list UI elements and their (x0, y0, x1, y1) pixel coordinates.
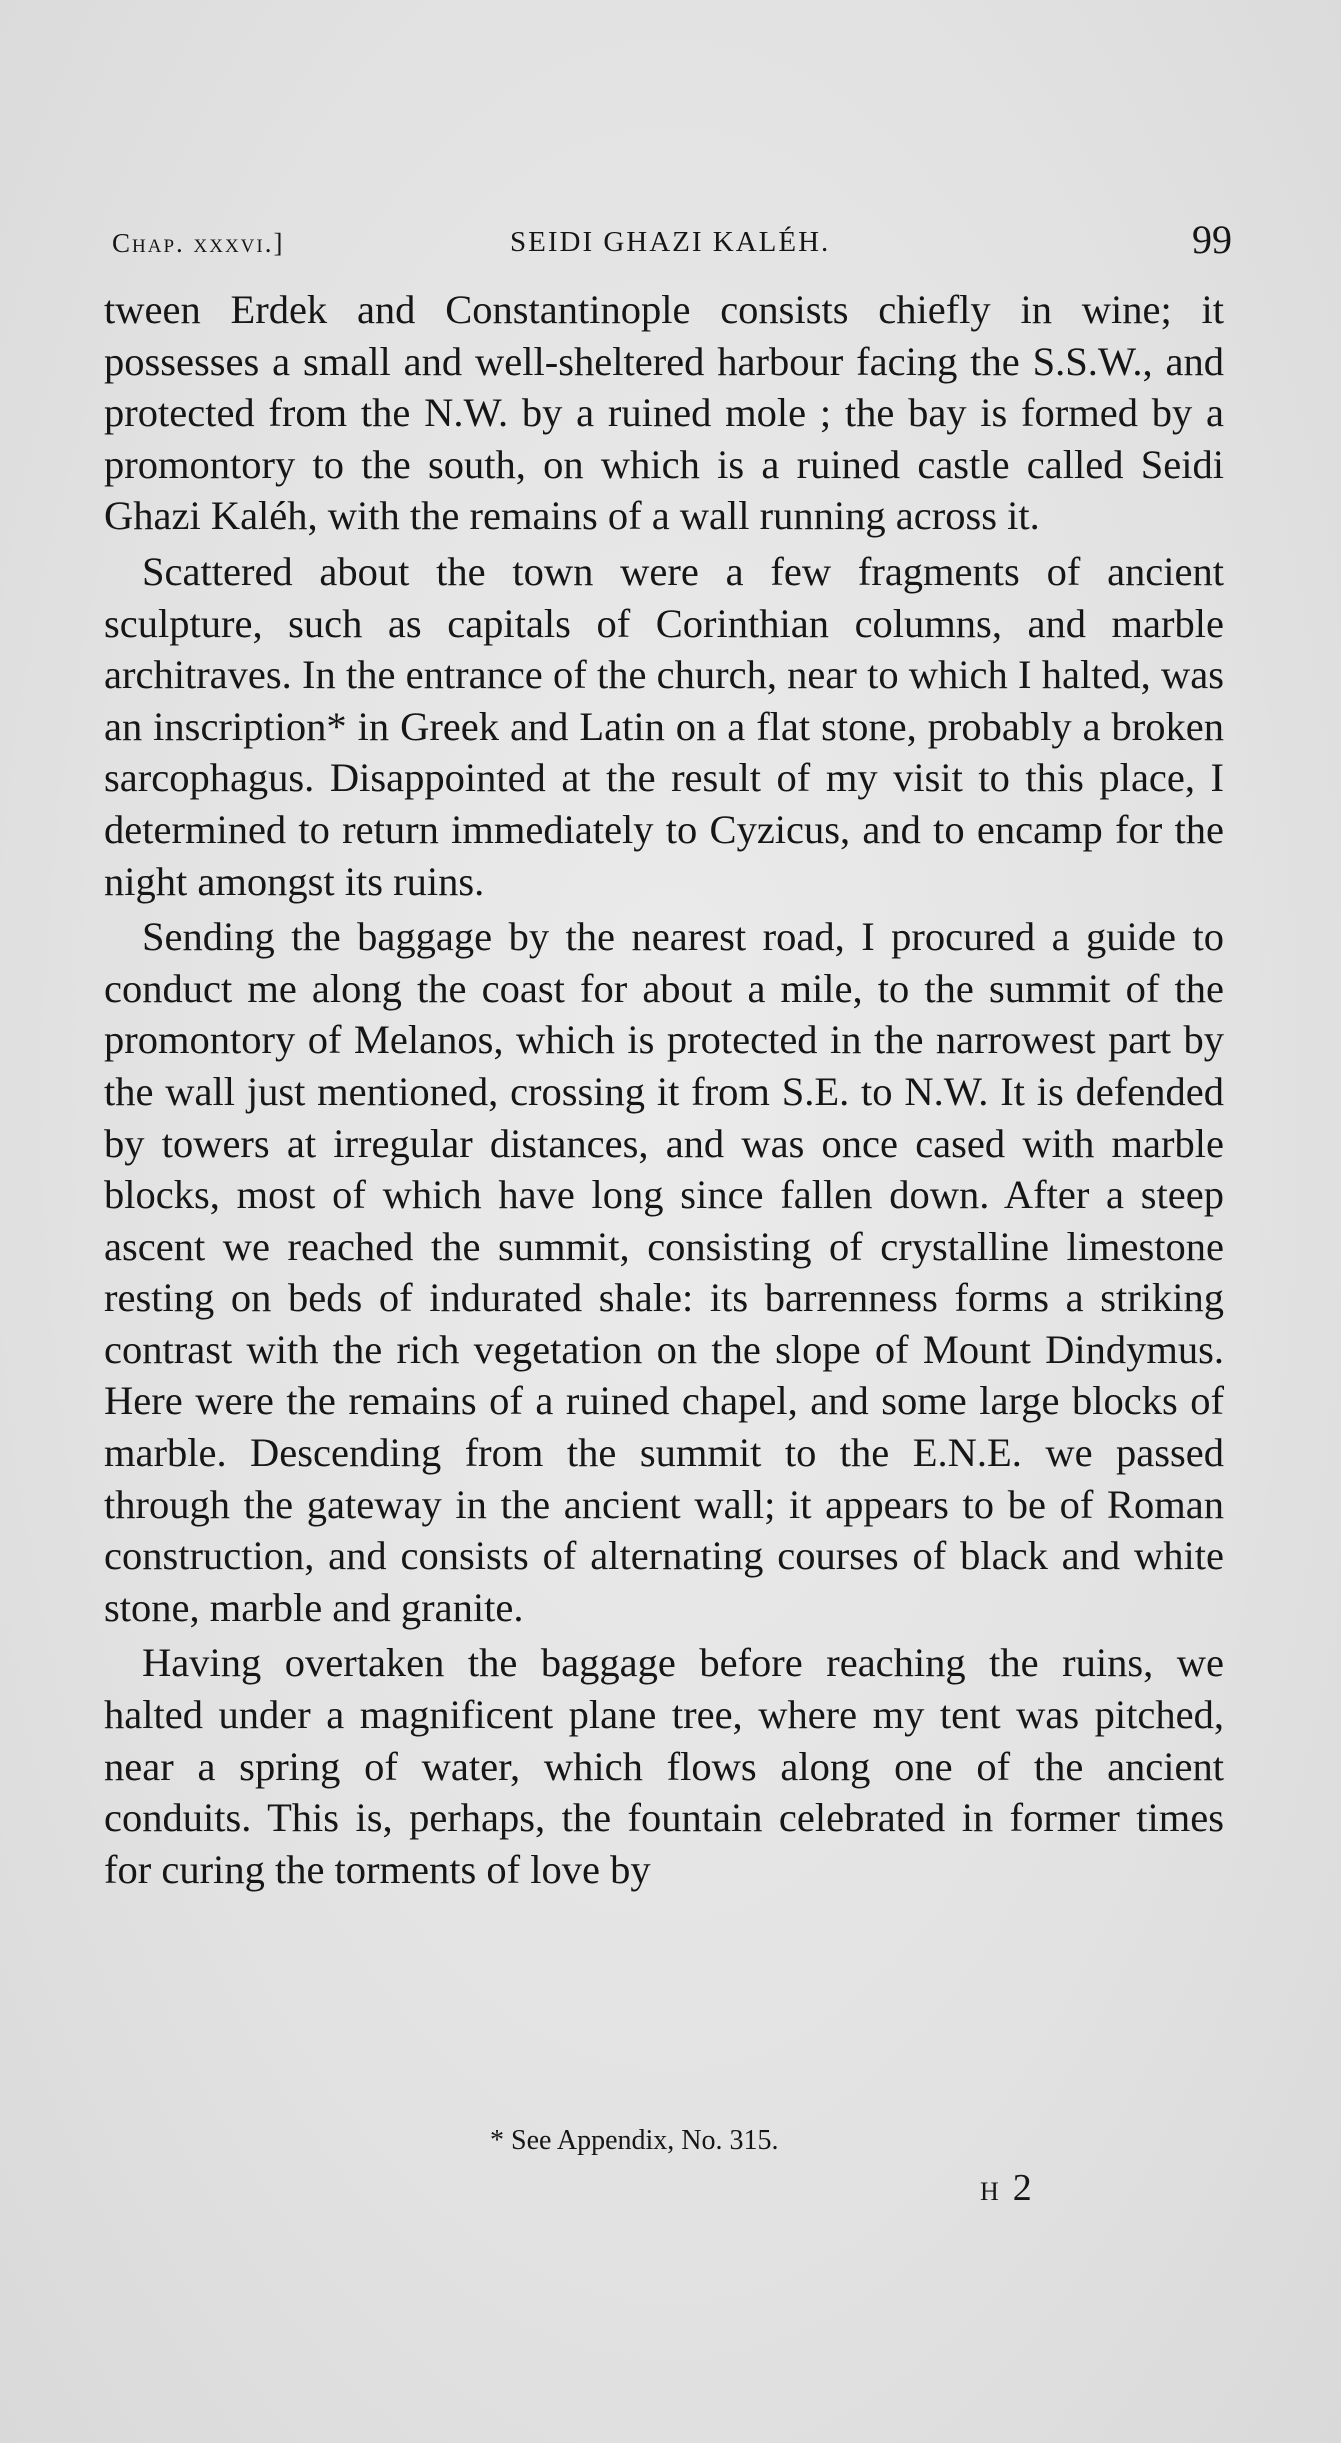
footnote: * See Appendix, No. 315. (490, 2125, 779, 2156)
signature-letter: H (980, 2177, 1001, 2206)
paragraph: tween Erdek and Constantinople consists chiefly in wine; it possesses a small and well-sheltered harbour facing the S.S.W., and protected from the N.W. by a ruined mole ; the bay is formed by a promontory to the south, on which is a ruined castle called Seidi Ghazi Kaléh, with the remains of a wall running across it. (104, 287, 1224, 539)
signature-mark (980, 2166, 1032, 2210)
running-title: SEIDI GHAZI KALÉH. (510, 226, 831, 258)
page-number: 99 (1192, 217, 1232, 262)
signature-number: 2 (1012, 2167, 1032, 2209)
body-text (104, 284, 1224, 1895)
paragraph: Sending the baggage by the nearest road, I procured a guide to conduct me along the coast for about a mile, to the summit of the promontory of Melanos, which is protected in the narrowest part by the wall just mentioned, crossing it from S.E. to N.W. It is defended by towers at irregular distances, and was once cased with marble blocks, most of which have long since fallen down. After a steep ascent we reached the summit, consisting of crystalline limestone resting on beds of indurated shale: its barrenness forms a striking contrast with the rich vegetation on the slope of Mount Dindymus. Here were the remains of a ruined chapel, and some large blocks of marble. Descending from the summit to the E.N.E. we passed through the gateway in the ancient wall; it appears to be of Roman construction, and consists of alternating courses of black and white stone, marble and granite. (104, 914, 1224, 1630)
paragraph: Having overtaken the baggage before reaching the ruins, we halted under a magnificent plane tree, where my tent was pitched, near a spring of water, which flows along one of the ancient conduits. This is, perhaps, the fountain celebrated in former times for curing the torments of love by (104, 1640, 1224, 1892)
paragraph: Scattered about the town were a few fragments of ancient sculpture, such as capitals of Corinthian columns, and marble architraves. In the entrance of the church, near to which I halted, was an inscription* in Greek and Latin on a flat stone, probably a broken sarcophagus. Disappointed at the result of my visit to this place, I determined to return immediately to Cyzicus, and to encamp for the night amongst its ruins. (104, 548, 1224, 904)
chapter-label: Chap. xxxvi.] (112, 228, 285, 258)
running-header (112, 212, 1232, 262)
